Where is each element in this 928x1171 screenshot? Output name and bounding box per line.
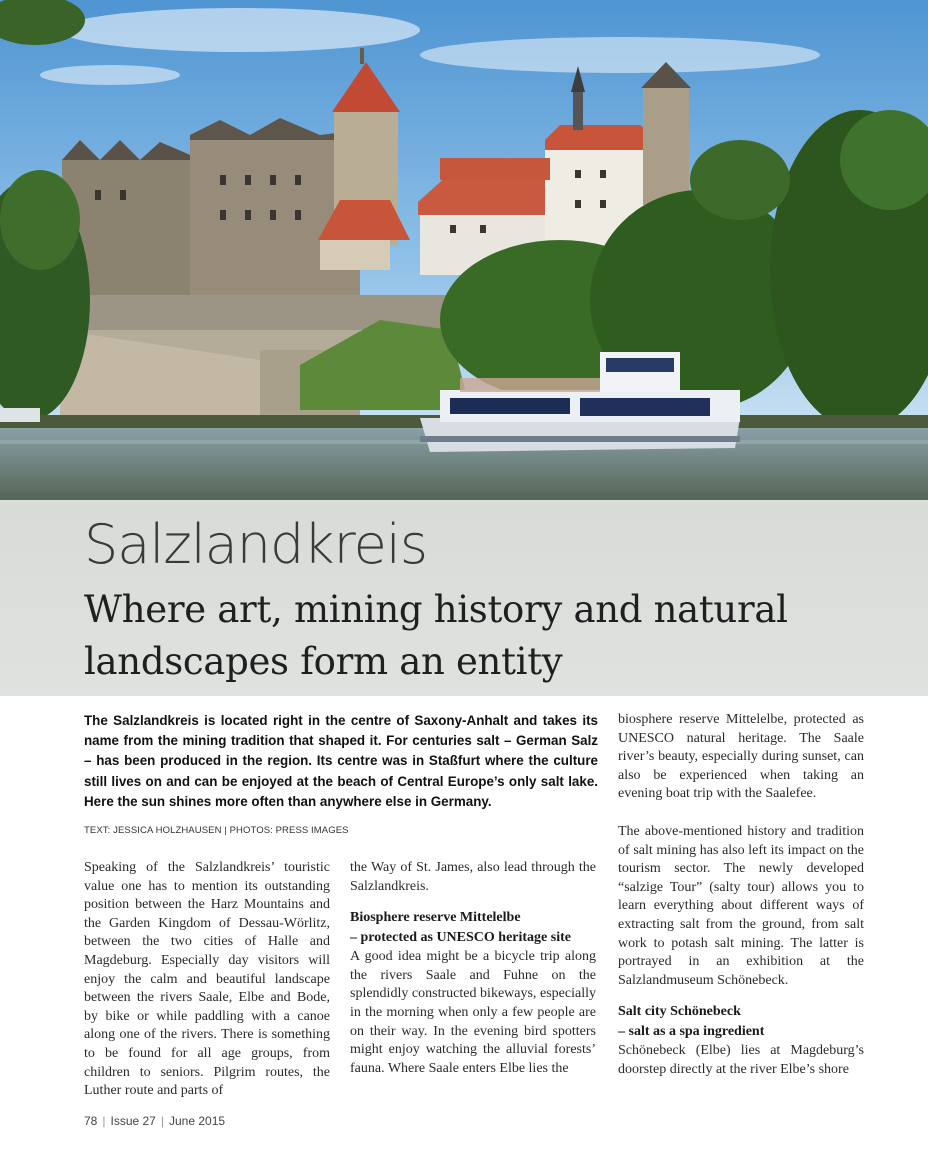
- issue-date: June 2015: [168, 1114, 226, 1128]
- issue-number: Issue 27: [110, 1114, 156, 1128]
- article-credits: TEXT: JESSICA HOLZHAUSEN | PHOTOS: PRESS IMAGES: [84, 825, 349, 836]
- section-kicker: Salzlandkreis: [84, 513, 427, 576]
- paragraph: biosphere reserve Mittelelbe, protected as UNESCO natural heritage. The Saale river’s beauty, especially during sunset, can also be experienced when taking an evening boat trip with the Saalefee.: [618, 712, 864, 802]
- body-column-3-top: [618, 711, 864, 804]
- paragraph: A good idea might be a bicycle trip along the rivers Saale and Fuhne on the splendidly constructed bikeways, especially in the morning when only a few people are on their way. In the evening bird spotters might enjoy watching the alluvial forests’ fauna. Where Saale enters Elbe lies the: [350, 949, 596, 1076]
- subheading-line: Biosphere reserve Mittelelbe: [350, 910, 521, 926]
- paragraph: Schönebeck (Elbe) lies at Magdeburg’s doorstep directly at the river Elbe’s shore: [618, 1043, 864, 1077]
- paragraph: the Way of St. James, also lead through the Salzlandkreis.: [350, 860, 596, 894]
- paragraph: Speaking of the Salzlandkreis’ touristic value one has to mention its outstanding position between the Harz Mountains and the Garden Kingdom of Dessau-Wörlitz, between the two cities of Halle and Magdeburg. Especially day visitors will enjoy the calm and beautiful landscape between the rivers Saale, Elbe and Bode, by bike or while paddling with a canoe along one of the rivers. There is something to be found for all age groups, from children to seniors. Pilgrim routes, the Luther route and parts of: [84, 860, 330, 1099]
- body-column-3: [618, 823, 864, 1080]
- subheading-biosphere: [350, 908, 596, 948]
- paragraph: The above-mentioned history and tradition of salt mining has also left its impact on the tourism sector. The newly developed “salzige Tour” (salty tour) allows you to learn everything about different ways of extracting salt from the ground, from salt work to potash salt mining. The latter is portrayed in an exhibition at the Salzlandmuseum Schönebeck.: [618, 824, 864, 988]
- body-column-1: [84, 859, 330, 1101]
- subheading-line: – salt as a spa ingredient: [618, 1024, 765, 1040]
- body-column-2: [350, 859, 596, 1078]
- subheading-line: Salt city Schönebeck: [618, 1004, 741, 1020]
- page-number: 78: [84, 1114, 98, 1128]
- page-footer: 78 | Issue 27 | June 2015: [84, 1114, 226, 1128]
- subheading-line: – protected as UNESCO heritage site: [350, 930, 571, 946]
- subheading-schoenebeck: [618, 1002, 864, 1042]
- article-headline: Where art, mining history and natural landscapes form an entity: [84, 588, 788, 683]
- article-lead: The Salzlandkreis is located right in the centre of Saxony-Anhalt and takes its name from the mining tradition that shaped it. For centuries salt – German Salz – has been produced in the region. Its centre was in Staßfurt where the culture still lives on and can be enjoyed at the beach of Central Europe’s only salt lake. Here the sun shines more often than anywhere else in Germany.: [84, 713, 598, 809]
